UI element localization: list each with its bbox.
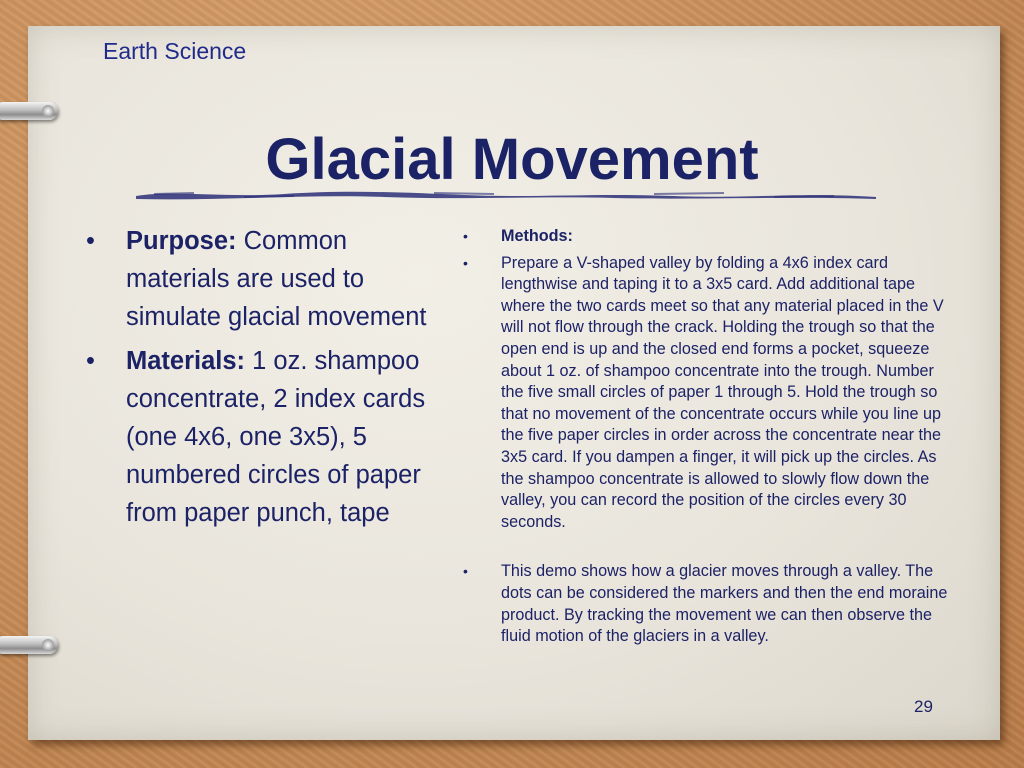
binder-ring — [0, 636, 58, 654]
right-bullet-list — [460, 226, 960, 653]
bullet-text: Common materials are used to simulate glacial movement — [126, 227, 427, 331]
bullet-glyph: • — [86, 227, 95, 255]
bullet-glyph: • — [463, 563, 468, 580]
bullet-text: Prepare a V-shaped valley by folding a 4x6 index card lengthwise and taping it to a 3x5 card. Add additional tape where the two cards meet so that any material placed in the V will not flow through the crack. Holding the trough so that the open end is up and the closed end forms a pocket, squeeze about 1 oz. of shampoo concentrate into the trough. Number the five small circles of paper 1 through 5. Hold the trough so that no movement of the concentrate occurs while you line up the five paper circles in order across the concentrate near the 3x5 card. If you dampen a finger, it will pick up the circles. As the shampoo concentrate is allowed to slowly flow down the valley, you can record the position of the circles every 30 seconds. — [501, 253, 944, 531]
list-item — [460, 226, 960, 248]
course-label: Earth Science — [103, 38, 247, 64]
bullet-text: This demo shows how a glacier moves through a valley. The dots can be considered the markers and then the end moraine product. By tracking the movement we can then observe the fluid motion of the glaciers in a valley. — [501, 562, 948, 646]
list-item — [80, 342, 440, 532]
list-item — [460, 253, 960, 534]
binder-ring — [0, 102, 58, 120]
slide-title: Glacial Movement — [265, 127, 759, 192]
bullet-glyph: • — [463, 254, 468, 271]
bullet-glyph: • — [463, 228, 468, 244]
methods-heading: Methods: — [501, 227, 573, 245]
bullet-text: 1 oz. shampoo concentrate, 2 index cards (one 4x6, one 3x5), 5 numbered circles of paper from paper punch, tape — [126, 347, 426, 527]
list-item — [80, 222, 440, 336]
bullet-glyph: • — [86, 347, 95, 375]
bullet-label: Purpose: — [126, 227, 237, 255]
list-item — [460, 561, 960, 647]
left-bullet-list — [80, 222, 440, 538]
bullet-label: Materials: — [126, 347, 246, 375]
title-brush-underline — [134, 188, 878, 202]
page-number: 29 — [914, 697, 933, 716]
